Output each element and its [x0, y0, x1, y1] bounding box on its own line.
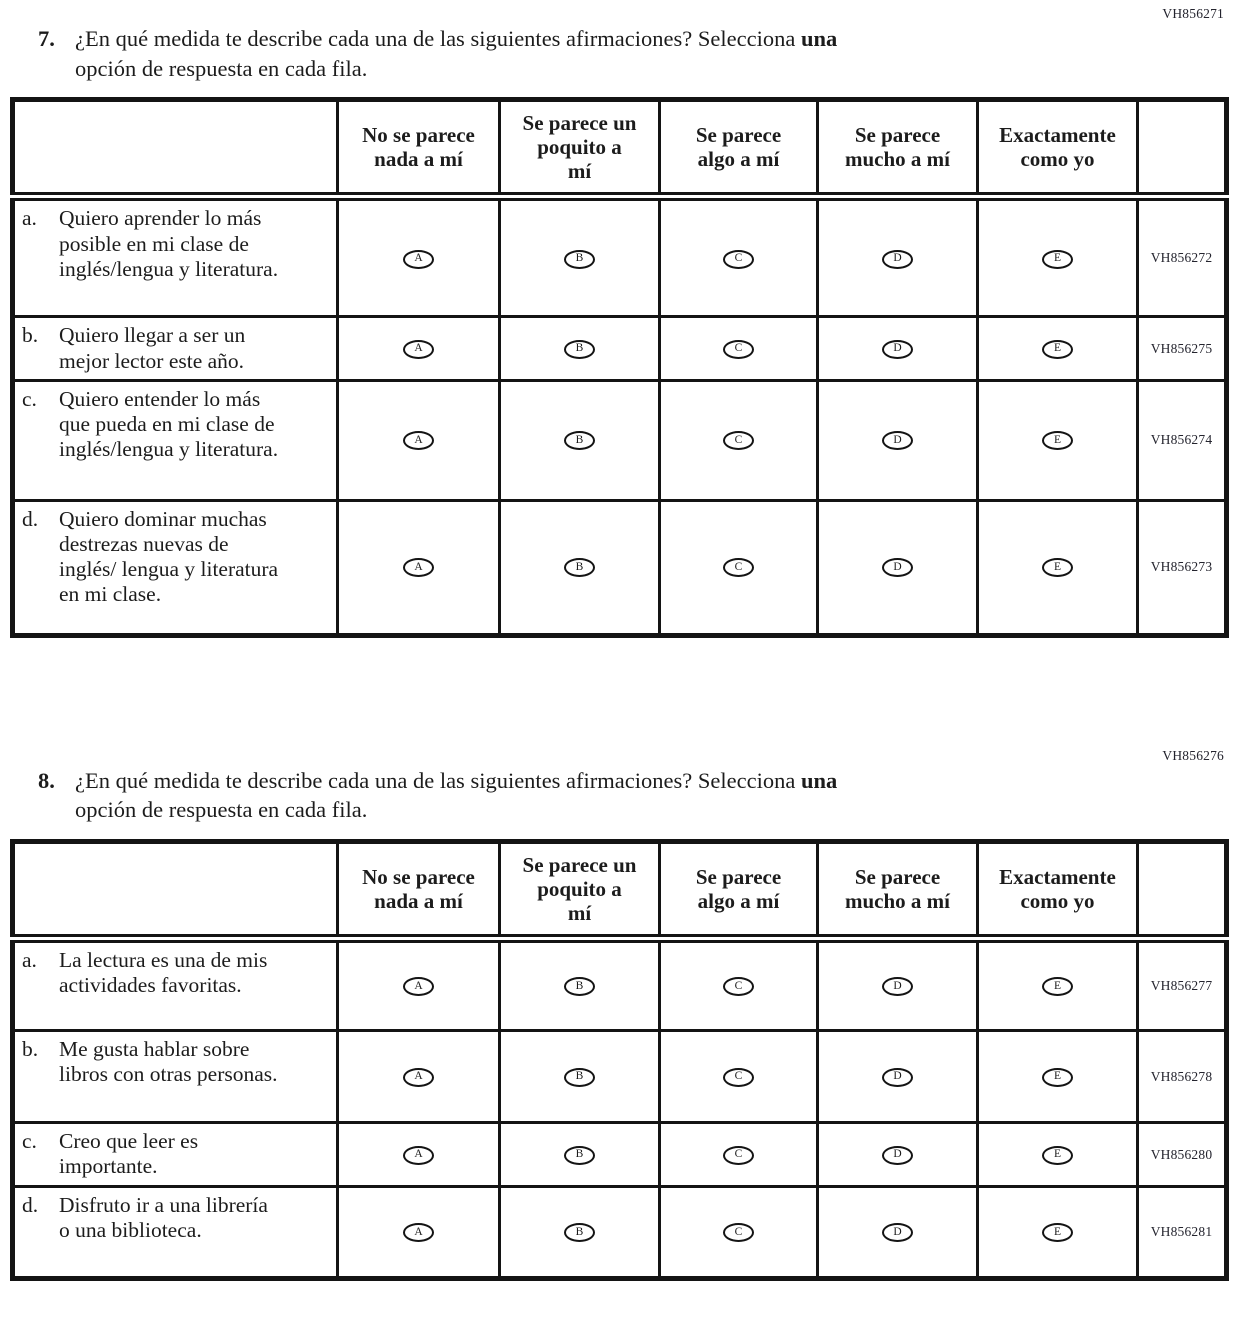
answer-bubble-c[interactable]: C [723, 558, 754, 577]
row-statement: La lectura es una de mis actividades favoritas. [59, 948, 268, 998]
answer-bubble-d[interactable]: D [882, 977, 913, 996]
row-letter: a. [22, 206, 37, 231]
item-code: VH856274 [1138, 380, 1227, 500]
table-row-q7d [13, 500, 1227, 635]
row-statement: Quiero aprender lo más posible en mi clase de inglés/lengua y literatura. [59, 206, 279, 281]
answer-bubble-d[interactable]: D [882, 1146, 913, 1165]
table-row-q7a [13, 197, 1227, 317]
question-8-prompt [38, 766, 1233, 825]
question-7-prompt [38, 24, 1233, 83]
question-7-bold-word: una [800, 26, 838, 51]
row-letter: d. [22, 506, 39, 531]
answer-bubble-e[interactable]: E [1042, 558, 1073, 577]
row-statement: Creo que leer es importante. [59, 1129, 199, 1179]
answer-bubble-c[interactable]: C [723, 340, 754, 359]
empty-code-header-cell [1138, 842, 1227, 939]
row-letter: d. [22, 1193, 39, 1218]
answer-bubble-a[interactable]: A [403, 340, 434, 359]
table-row-q7c [13, 380, 1227, 500]
header-row [13, 842, 1227, 939]
answer-bubble-e[interactable]: E [1042, 431, 1073, 450]
answer-bubble-c[interactable]: C [723, 431, 754, 450]
table-row-q7b [13, 317, 1227, 380]
question-8-response-table [10, 839, 1229, 1281]
answer-bubble-a[interactable]: A [403, 1068, 434, 1087]
item-code: VH856280 [1138, 1123, 1227, 1187]
question-7-text: ¿En qué medida te describe cada una de las siguientes afirmaciones? Selecciona una opción de respuesta en cada fila. [75, 26, 838, 81]
answer-bubble-b[interactable]: B [564, 431, 595, 450]
question-8-number: 8. [38, 767, 55, 793]
item-code: VH856281 [1138, 1187, 1227, 1279]
row-letter: b. [22, 1037, 39, 1062]
answer-bubble-c[interactable]: C [723, 1146, 754, 1165]
question-8-text: ¿En qué medida te describe cada una de las siguientes afirmaciones? Selecciona una opción de respuesta en cada fila. [75, 767, 838, 823]
question-8-bold-word: una [800, 767, 838, 793]
row-statement: Quiero dominar muchas destrezas nuevas de inglés/ lengua y literatura en mi clase. [59, 506, 279, 607]
empty-statement-header-cell [13, 842, 338, 939]
table-row-q8b [13, 1031, 1227, 1123]
answer-bubble-a[interactable]: A [403, 558, 434, 577]
row-letter: c. [22, 1129, 37, 1154]
answer-bubble-c[interactable]: C [723, 1223, 754, 1242]
answer-bubble-a[interactable]: A [403, 250, 434, 269]
answer-bubble-d[interactable]: D [882, 431, 913, 450]
empty-statement-header-cell [13, 100, 338, 197]
answer-bubble-a[interactable]: A [403, 977, 434, 996]
column-header-little-like-me: Se parece un poquito a mí [500, 842, 660, 939]
table-row-q8a [13, 939, 1227, 1031]
column-header-a-lot-like-me: Se parece mucho a mí [818, 100, 978, 197]
row-letter: b. [22, 323, 39, 348]
row-letter: a. [22, 948, 37, 973]
column-header-somewhat-like-me: Se parece algo a mí [660, 842, 818, 939]
question-8-accession-code: VH856276 [1162, 747, 1224, 763]
header-row [13, 100, 1227, 197]
table-row-q8c [13, 1123, 1227, 1187]
answer-bubble-e[interactable]: E [1042, 340, 1073, 359]
column-header-somewhat-like-me: Se parece algo a mí [660, 100, 818, 197]
answer-bubble-b[interactable]: B [564, 340, 595, 359]
answer-bubble-a[interactable]: A [403, 1223, 434, 1242]
answer-bubble-b[interactable]: B [564, 977, 595, 996]
answer-bubble-e[interactable]: E [1042, 1223, 1073, 1242]
question-7-number: 7. [38, 26, 55, 51]
answer-bubble-b[interactable]: B [564, 1223, 595, 1242]
answer-bubble-a[interactable]: A [403, 431, 434, 450]
row-statement: Disfruto ir a una librería o una biblioteca. [59, 1193, 268, 1243]
row-statement: Me gusta hablar sobre libros con otras personas. [59, 1037, 278, 1087]
answer-bubble-c[interactable]: C [723, 250, 754, 269]
answer-bubble-d[interactable]: D [882, 1223, 913, 1242]
item-code: VH856273 [1138, 500, 1227, 635]
row-letter: c. [22, 386, 37, 411]
item-code: VH856278 [1138, 1031, 1227, 1123]
answer-bubble-b[interactable]: B [564, 1068, 595, 1087]
question-7-accession-code: VH856271 [1162, 6, 1224, 21]
answer-bubble-b[interactable]: B [564, 1146, 595, 1165]
answer-bubble-c[interactable]: C [723, 1068, 754, 1087]
item-code: VH856277 [1138, 939, 1227, 1031]
column-header-not-like-me: No se parece nada a mí [338, 100, 500, 197]
answer-bubble-c[interactable]: C [723, 977, 754, 996]
column-header-a-lot-like-me: Se parece mucho a mí [818, 842, 978, 939]
answer-bubble-b[interactable]: B [564, 250, 595, 269]
item-code: VH856272 [1138, 197, 1227, 317]
answer-bubble-a[interactable]: A [403, 1146, 434, 1165]
column-header-exactly-like-me: Exactamente como yo [978, 100, 1138, 197]
answer-bubble-d[interactable]: D [882, 250, 913, 269]
column-header-little-like-me: Se parece un poquito a mí [500, 100, 660, 197]
column-header-exactly-like-me: Exactamente como yo [978, 842, 1138, 939]
empty-code-header-cell [1138, 100, 1227, 197]
item-code: VH856275 [1138, 317, 1227, 380]
column-header-not-like-me: No se parece nada a mí [338, 842, 500, 939]
row-statement: Quiero entender lo más que pueda en mi clase de inglés/lengua y literatura. [59, 386, 279, 461]
answer-bubble-d[interactable]: D [882, 558, 913, 577]
answer-bubble-e[interactable]: E [1042, 1068, 1073, 1087]
question-7-response-table [10, 97, 1229, 637]
answer-bubble-d[interactable]: D [882, 1068, 913, 1087]
answer-bubble-e[interactable]: E [1042, 977, 1073, 996]
answer-bubble-e[interactable]: E [1042, 250, 1073, 269]
answer-bubble-e[interactable]: E [1042, 1146, 1073, 1165]
table-row-q8d [13, 1187, 1227, 1279]
row-statement: Quiero llegar a ser un mejor lector este año. [59, 323, 246, 373]
answer-bubble-d[interactable]: D [882, 340, 913, 359]
answer-bubble-b[interactable]: B [564, 558, 595, 577]
